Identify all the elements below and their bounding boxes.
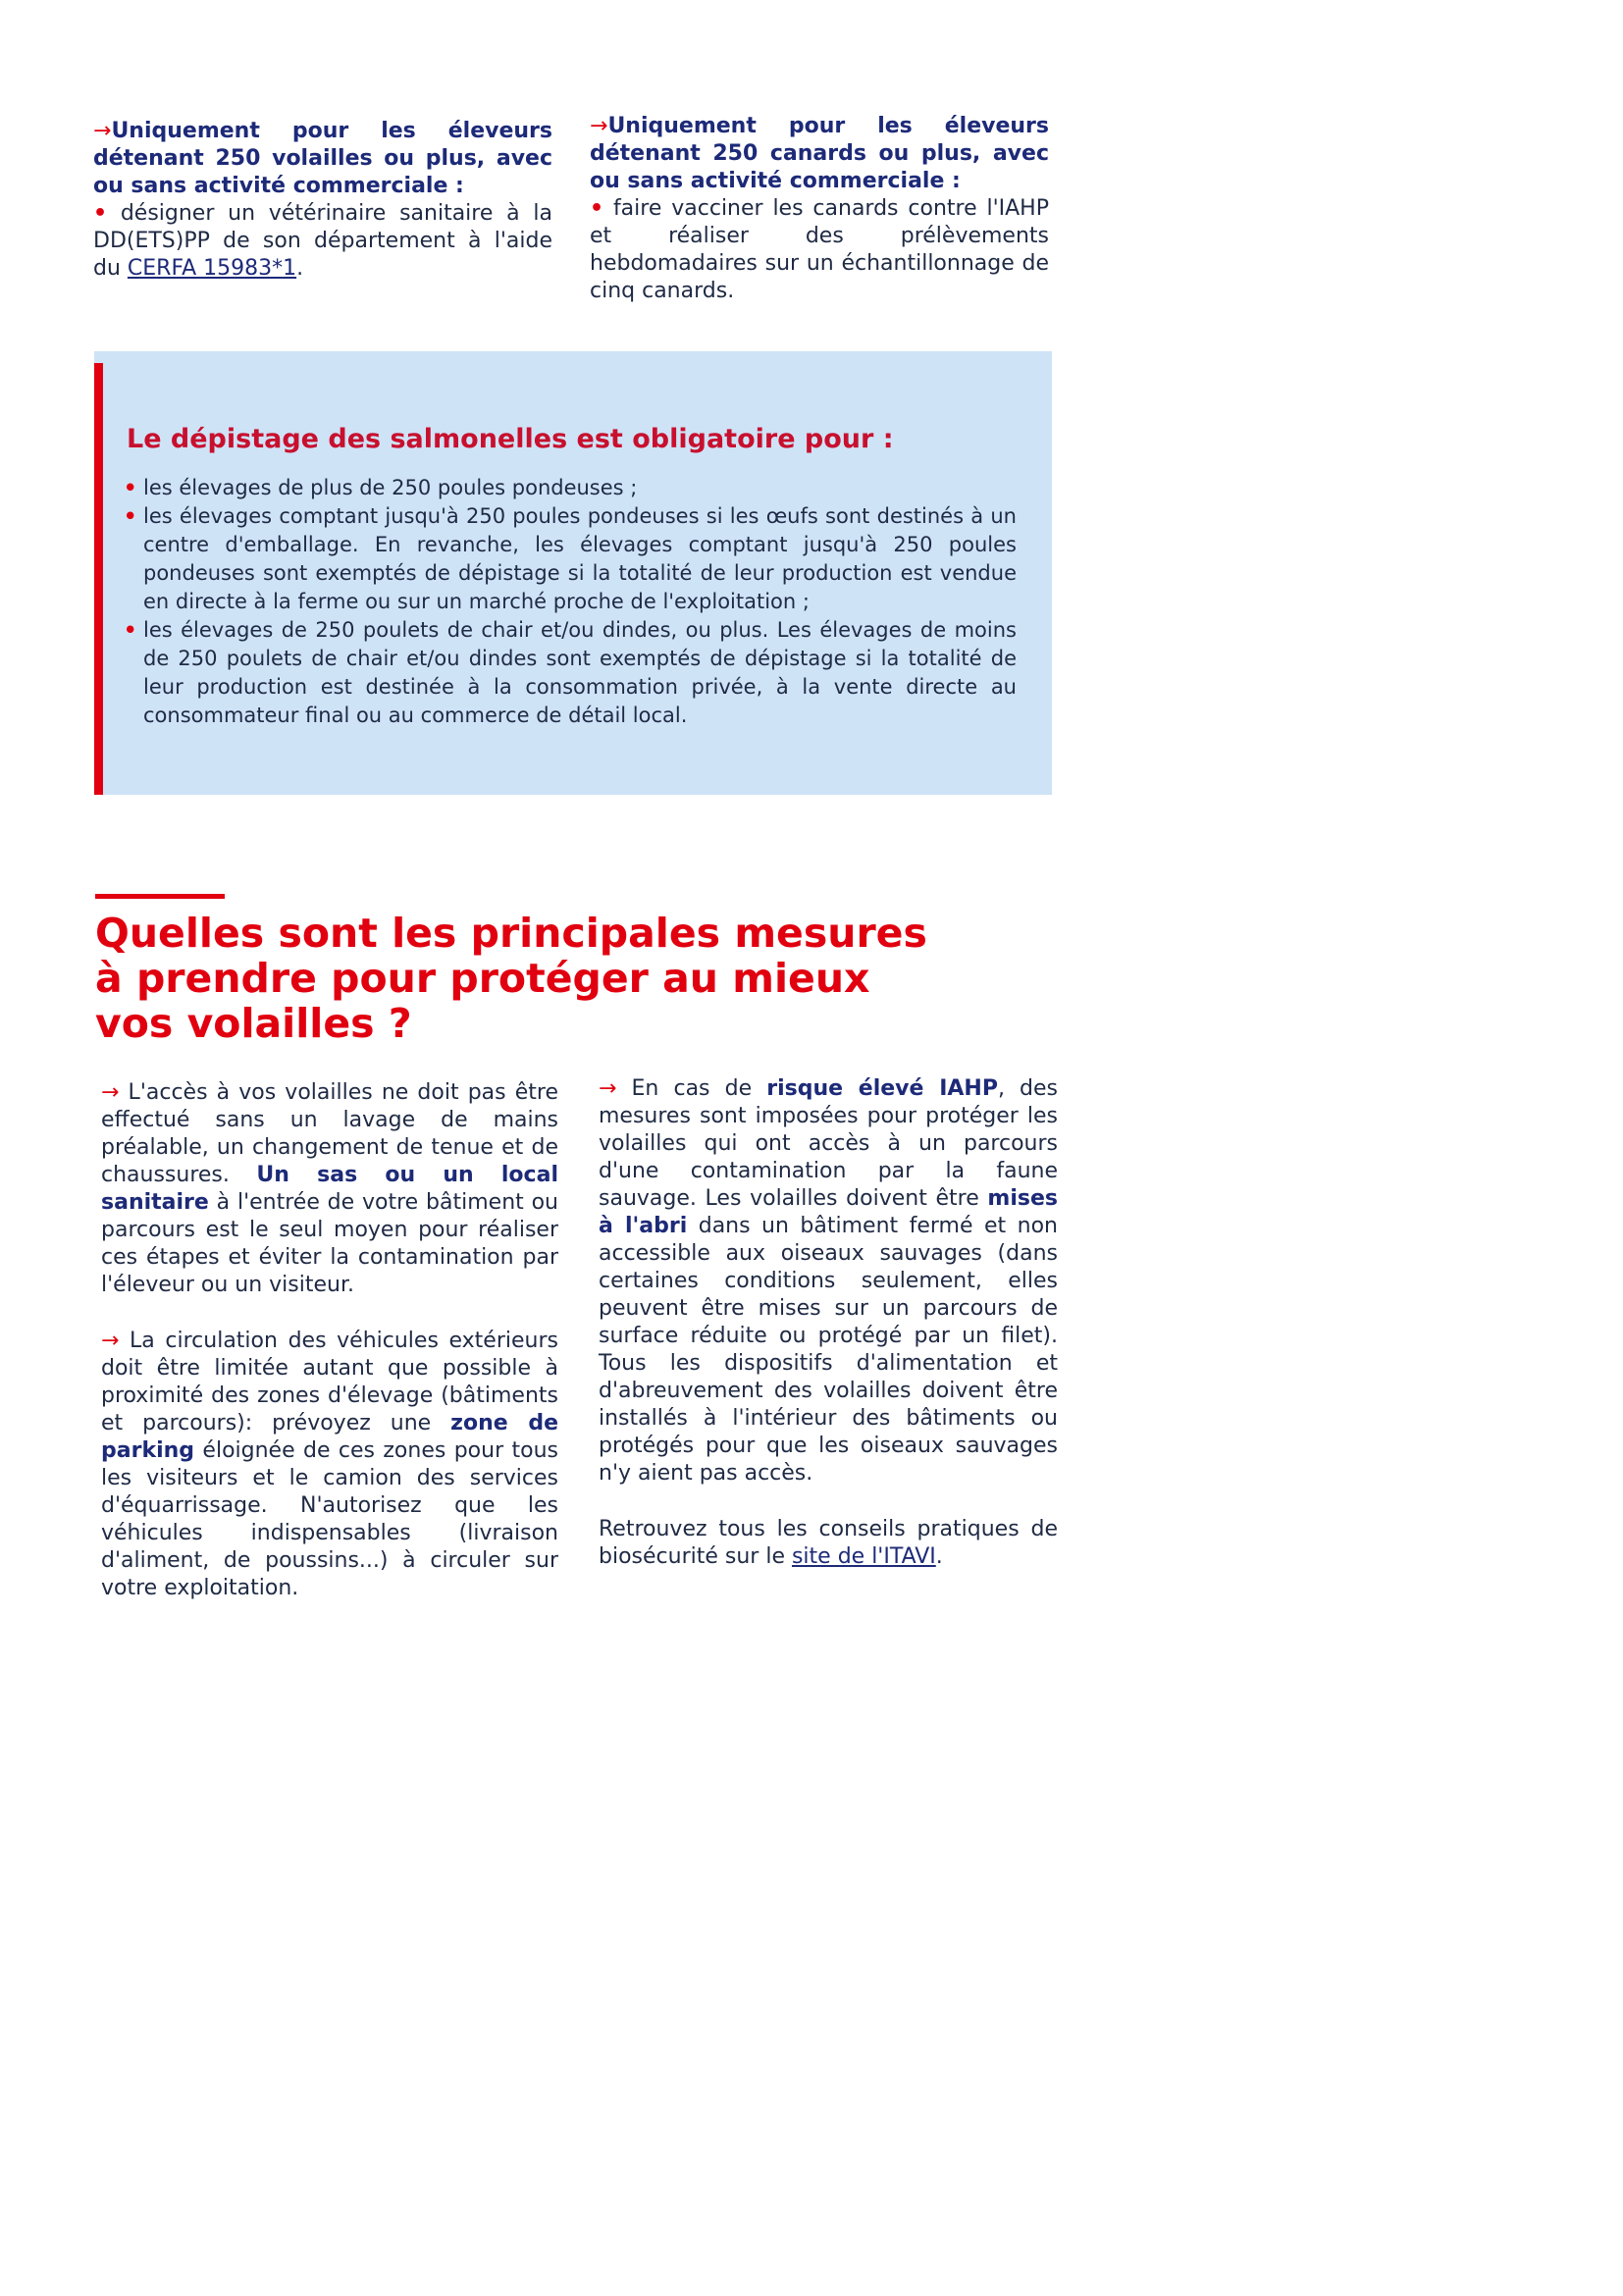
vehicle-circulation-paragraph <box>101 1328 558 1602</box>
p2-bold-1: zone de parking <box>101 1411 558 1463</box>
p1-text-2: à l'entrée de votre bâtiment ou parcours est le seul moyen pour réaliser ces étapes et éviter la contamination par l'éleveur ou un visiteur. <box>101 1190 558 1297</box>
bullet-icon: • <box>93 201 108 226</box>
list-item: • les élevages de 250 poulets de chair et/ou dindes, ou plus. Les élevages de moins de 250 poulets de chair et/ou dindes sont exemptés de dépistage si la totalité de leur production est destinée à la consommation privée, à la vente directe au consommateur final ou au commerce de détail local. <box>124 616 1017 730</box>
p1-text-1: En cas de <box>616 1076 767 1101</box>
breeders-250-ducks-section <box>590 113 1049 305</box>
p2-text-2: . <box>935 1544 943 1569</box>
p1-bold-1: risque élevé IAHP <box>766 1076 998 1101</box>
heading-rule <box>95 894 225 899</box>
poultry-item-text: désigner un vétérinaire sanitaire à la DD(ETS)PP de son département à l'aide du <box>93 201 552 281</box>
itavi-advice-paragraph <box>599 1516 1058 1571</box>
arrow-right-icon: → <box>101 1080 120 1105</box>
salmonella-screening-box <box>94 351 1052 795</box>
p1-bold-1: Un sas ou un local sanitaire <box>101 1163 558 1215</box>
box-accent-bar <box>94 363 103 795</box>
ducks-item-text: faire vacciner les canards contre l'IAHP et réaliser des prélèvements hebdomadaires sur un échantillonnage de cinq canards. <box>590 196 1049 303</box>
p2-text-1: Retrouvez tous les conseils pratiques de biosécurité sur le <box>599 1517 1058 1569</box>
measures-right-column <box>599 1075 1058 1571</box>
measures-left-column <box>101 1079 558 1602</box>
list-item: • les élevages de plus de 250 poules pondeuses ; <box>124 474 1017 502</box>
sanitary-access-paragraph <box>101 1079 558 1299</box>
p1-bold-2: mises à l'abri <box>599 1186 1058 1238</box>
p2-text-1: La circulation des véhicules extérieurs doit être limitée autant que possible à proximité des zones d'élevage (bâtiments et parcours): prévoyez une <box>101 1329 558 1435</box>
arrow-right-icon: → <box>590 114 608 138</box>
bullet-icon: • <box>590 196 604 221</box>
ducks-intro-text: Uniquement pour les éleveurs détenant 250 canards ou plus, avec ou sans activité commerciale : <box>590 114 1049 193</box>
poultry-requirement-item <box>93 200 552 283</box>
title-line-3: vos volailles ? <box>95 1000 412 1047</box>
title-line-2: à prendre pour protéger au mieux <box>95 955 870 1002</box>
high-risk-paragraph <box>599 1075 1058 1487</box>
salmonella-title: Le dépistage des salmonelles est obligatoire pour : <box>127 424 894 454</box>
list-item: • les élevages comptant jusqu'à 250 poules pondeuses si les œufs sont destinés à un centre d'emballage. En revanche, les élevages comptant jusqu'à 250 poules pondeuses sont exemptés de dépistage si la totalité de leur production est vendue en directe à la ferme ou sur un marché proche de l'exploitation ; <box>124 502 1017 616</box>
arrow-right-icon: → <box>101 1329 120 1353</box>
title-line-1: Quelles sont les principales mesures <box>95 910 927 957</box>
p2-text-2: éloignée de ces zones pour tous les visiteurs et le camion des services d'équarrissage. N'autorisez que les véhicules indispensables (livraison d'aliment, de poussins...) à circuler sur votre exploitation. <box>101 1438 558 1600</box>
p1-text-3: dans un bâtiment fermé et non accessible aux oiseaux sauvages (dans certaines conditions seulement, elles peuvent être mises sur un parcours de surface réduite ou protégé par un filet). Tous les dispositifs d'alimentation et d'abreuvement des volailles doivent être installés à l'intérieur des bâtiments ou protégés pour que les oiseaux sauvages n'y aient pas accès. <box>599 1214 1058 1486</box>
salmonella-list <box>124 474 1017 730</box>
poultry-item-end: . <box>296 256 304 281</box>
ducks-requirement-item <box>590 195 1049 305</box>
itavi-link[interactable]: site de l'ITAVI <box>791 1544 936 1569</box>
breeders-250-poultry-section <box>93 118 552 283</box>
arrow-right-icon: → <box>599 1076 617 1101</box>
poultry-requirement-intro <box>93 118 552 200</box>
p1-text-1: L'accès à vos volailles ne doit pas être effectué sans un lavage de mains préalable, un changement de tenue et de chaussures. <box>101 1080 558 1187</box>
poultry-intro-text: Uniquement pour les éleveurs détenant 250 volailles ou plus, avec ou sans activité commerciale : <box>93 119 552 198</box>
cerfa-link[interactable]: CERFA 15983*1 <box>127 256 297 281</box>
p1-text-2: , des mesures sont imposées pour protéger les volailles qui ont accès à un parcours d'une contamination par la faune sauvage. Les volailles doivent être <box>599 1076 1059 1211</box>
page-title <box>95 911 978 1046</box>
ducks-requirement-intro <box>590 113 1049 195</box>
arrow-right-icon: → <box>93 119 112 143</box>
